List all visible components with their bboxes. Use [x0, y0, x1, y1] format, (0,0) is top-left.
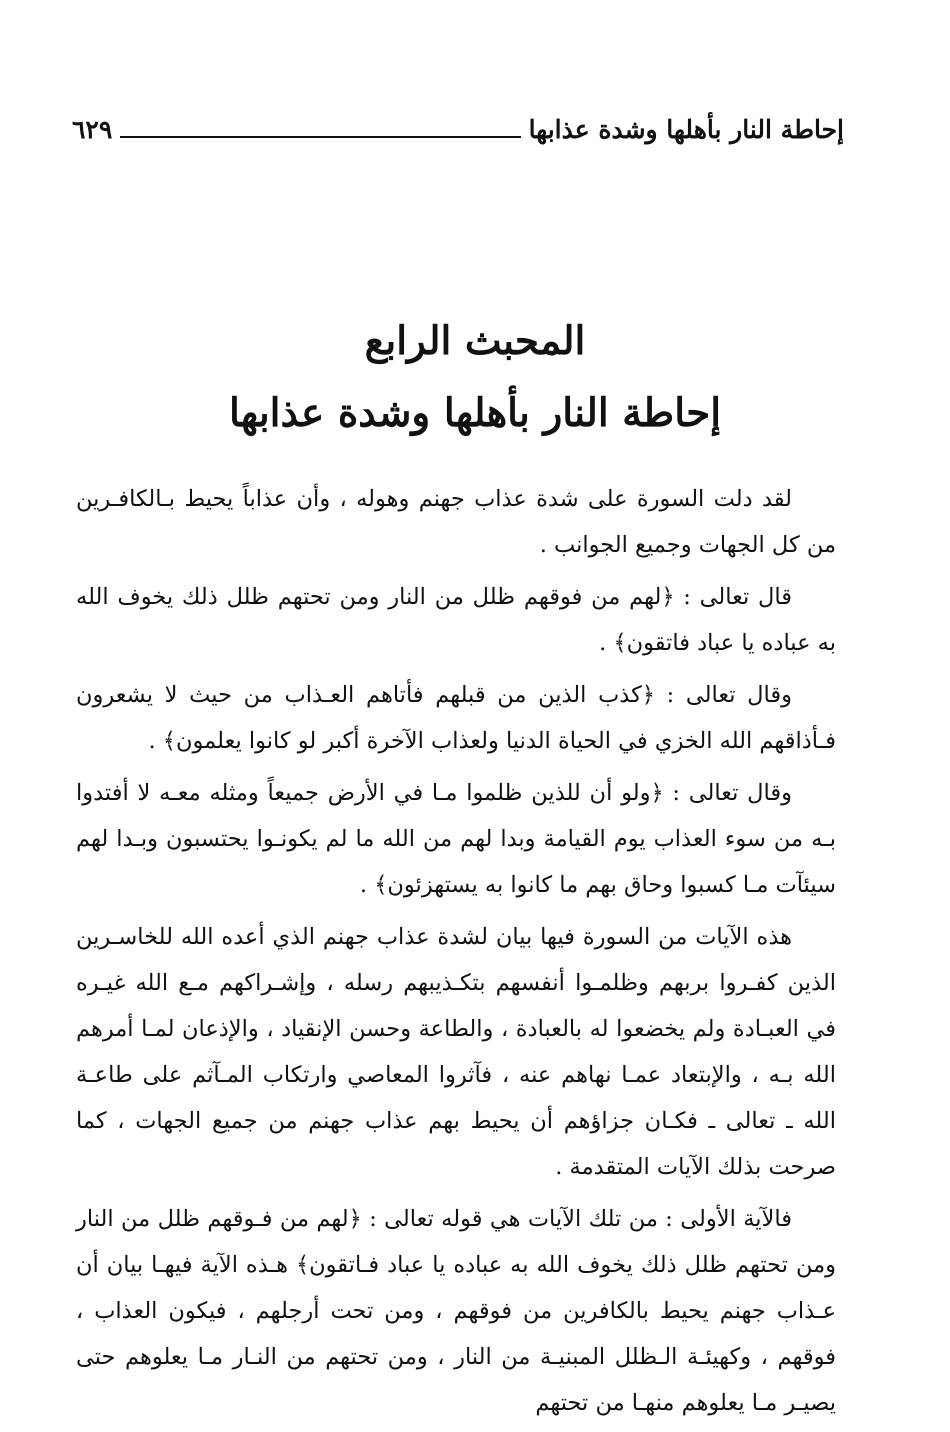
body-text [76, 476, 836, 1432]
running-header [72, 102, 844, 142]
header-rule [120, 136, 520, 138]
paragraph: وقال تعالى : ﴿كذب الذين من قبلهم فأتاهم العـذاب من حيث لا يشعرون فـأذاقهم الله الخزي في الحياة الدنيا ولعذاب الآخرة أكبر لو كانوا يعلمون﴾ . [76, 682, 836, 754]
paragraph: فالآية الأولى : من تلك الآيات هي قوله تعالى : ﴿لهم من فـوقهم ظلل من النار ومن تحتهم ظلل ذلك يخوف الله به عباده يا عباد فـاتقون﴾ هـذه الآية فيهـا بيان أن عـذاب جهنم يحيط بالكافرين من فوقهم ، ومن تحت أرجلهم ، فيكون العذاب ، فوقهم ، وكهيئـة الـظلل المبنيـة من النار ، ومن تحتهم من النـار مـا يعلوهم حتى يصيـر مـا يعلوهم منهـا من تحتهم [76, 1206, 836, 1416]
section-title: إحاطة النار بأهلها وشدة عذابها [228, 390, 722, 436]
paragraph: وقال تعالى : ﴿ولو أن للذين ظلموا مـا في الأرض جميعاً ومثله معـه لا أفتدوا بـه من سوء العذاب يوم القيامة وبدا لهم من الله ما لم يكونـوا يحتسبون وبـدا لهم سيئآت مـا كسبوا وحاق بهم ما كانوا به يستهزئون﴾ . [76, 780, 836, 898]
chapter-title: المحبث الرابع [364, 318, 586, 364]
paragraph: هذه الآيات من السورة فيها بيان لشدة عذاب جهنم الذي أعده الله للخاسـرين الذين كفـروا بربهم وظلمـوا أنفسهم بتكـذيبهم رسله ، وإشـراكهم مـع الله غيـره في العبـادة ولم يخضعوا له بالعبادة ، والطاعة وحسن الإنقياد ، والإذعان لمـا أمرهم الله بـه ، والإبتعاد عمـا نهاهم عنه ، فآثروا المعاصي وارتكاب المـآثم على طاعـة الله ـ تعالى ـ فكـان جزاؤهم أن يحيط بهم عذاب جهنم من جميع الجهات ، كما صرحت بذلك الآيات المتقدمة . [76, 924, 836, 1180]
paragraph: لقد دلت السورة على شدة عذاب جهنم وهوله ، وأن عذاباً يحيط بـالكافـرين من كل الجهات وجميع الجوانب . [76, 486, 836, 558]
paragraph: قال تعالى : ﴿لهم من فوقهم ظلل من النار ومن تحتهم ظلل ذلك يخوف الله به عباده يا عباد فاتقون﴾ . [76, 584, 836, 656]
page-number: ٦٢٩ [72, 115, 113, 144]
running-title: إحاطة النار بأهلها وشدة عذابها [528, 115, 844, 144]
